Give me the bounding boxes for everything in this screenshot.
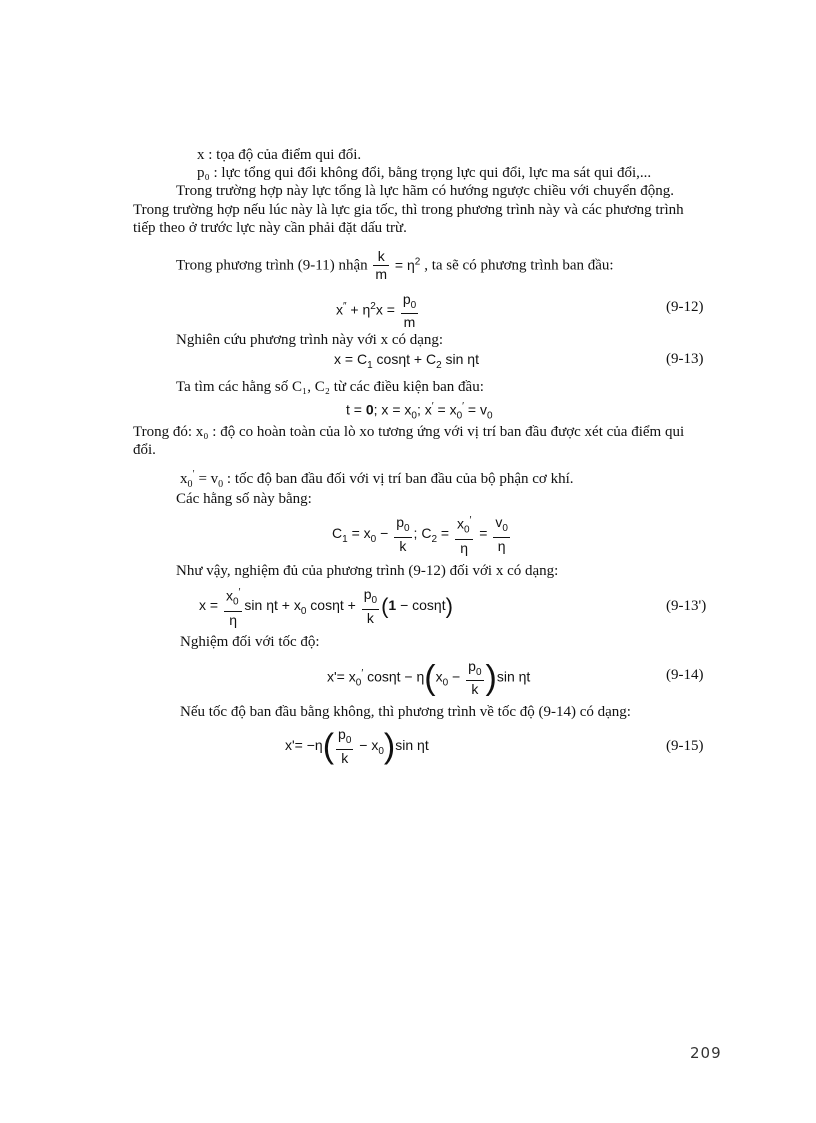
- equation-label: (9-13'): [666, 598, 707, 614]
- formula-v0: $x_0' = v_0$: [180, 469, 224, 490]
- equation-label: (9-14): [666, 667, 704, 683]
- paragraph-text: : tốc độ ban đầu đối với vị trí ban đầu của bộ phận cơ khí.: [226, 471, 574, 487]
- constants-equation: $C_1 = x_0$ − $\frac{p_0}{k}$ ; $C_2$ = $\frac{x_0'}{\eta}$ = $\frac{v_0}{\eta}$: [332, 513, 508, 556]
- equation-9-12: $x'' + \eta^2x$ = $\frac{p_0}{m}$: [336, 290, 417, 331]
- paragraph-line: Trong đó: x₀ : độ co hoàn toàn của lò xo tương ứng với vị trí ban đầu được xét của điểm qui: [133, 424, 685, 440]
- equation-label: (9-13): [666, 351, 704, 367]
- paragraph-line: Các hằng số này bằng:: [176, 491, 312, 507]
- paragraph-text: Trong phương trình (9-11) nhận: [176, 257, 368, 274]
- equation-9-13-prime: x = $\frac{x_0'}{\eta}$ $\sin \eta t + x_0$ cosηt + $\frac{p_0}{k}$ (1 − cosηt): [199, 585, 453, 628]
- paragraph-line: Nghiệm đối với tốc độ:: [180, 634, 320, 650]
- paragraph-with-formula: [176, 244, 614, 284]
- formula-k-over-m: $\frac{k}{m}$ = $\eta^2$: [375, 248, 421, 283]
- definition-p0: p₀ : lực tổng qui đổi không đổi, bằng trọng lực qui đổi, lực ma sát qui đổi,...: [197, 165, 652, 181]
- equation-9-15: x'= −η( $\frac{p_0}{k}$ − $x_0)\sin$ ηt: [285, 725, 429, 766]
- paragraph-text: , ta sẽ có phương trình ban đầu:: [424, 257, 614, 274]
- equation-label: (9-15): [666, 738, 704, 754]
- paragraph-line: đổi.: [133, 442, 156, 458]
- paragraph-line: Trong trường hợp nếu lúc này là lực gia tốc, thì trong phương trình này và các phương trình: [133, 202, 684, 218]
- paragraph-line: tiếp theo ở trước lực này cần phải đặt dấu trừ.: [133, 220, 407, 236]
- paragraph-line: Nếu tốc độ ban đầu bằng không, thì phương trình về tốc độ (9-14) có dạng:: [180, 704, 631, 720]
- equation-label: (9-12): [666, 299, 704, 315]
- equation-9-13: $x = C_1$ $\cos\eta t + C_2$ sin ηt: [334, 351, 479, 371]
- paragraph-line: Ta tìm các hằng số C₁, C₂ từ các điều kiện ban đầu:: [176, 379, 484, 395]
- paragraph-line: Trong trường hợp này lực tổng là lực hãm có hướng ngược chiều với chuyển động.: [176, 183, 675, 199]
- paragraph-line: Như vậy, nghiệm đủ của phương trình (9-12) đối với x có dạng:: [176, 563, 559, 579]
- equation-9-14: $x'= x_0'$ $\cos\eta t - \eta(x_0$ − $\frac{p_0}{k}$ )sin ηt: [327, 657, 531, 698]
- paragraph-line: Nghiên cứu phương trình này với x có dạng:: [176, 332, 444, 348]
- initial-conditions: t = 0; $x = x_0$; $x' = x_0' = v_0$: [346, 401, 493, 422]
- definition-x: x : tọa độ của điểm qui đổi.: [197, 147, 362, 163]
- page-number: 209: [690, 1044, 722, 1062]
